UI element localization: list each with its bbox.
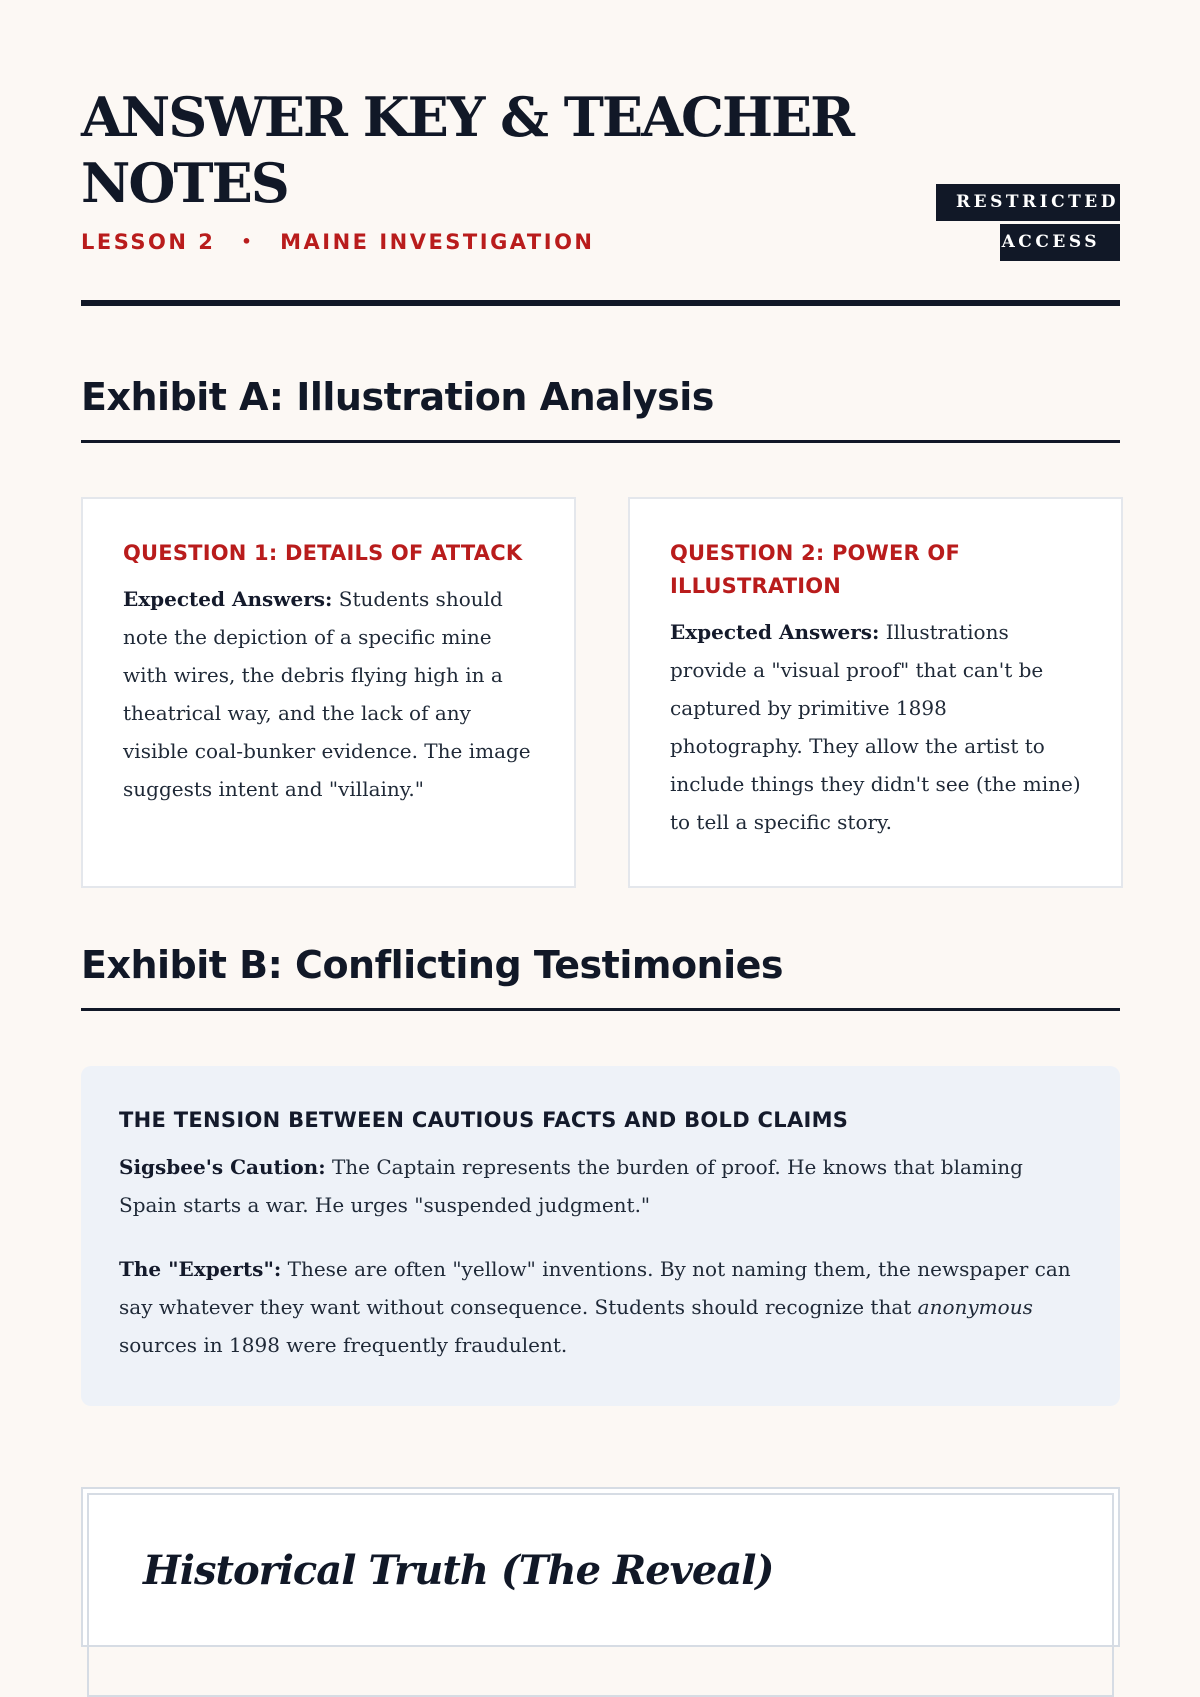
question-2-heading: QUESTION 2: POWER OF ILLUSTRATION [670,541,961,598]
exhibit-a-divider [81,440,1120,443]
lesson-subtitle [81,230,595,254]
experts-paragraph [119,1250,1082,1364]
question-1-answer [123,580,534,808]
restricted-access-badge [936,184,1120,261]
testimony-note-box [81,1066,1120,1406]
badge-line-1: RESTRICTED [936,184,1120,221]
exhibit-b-divider [81,1008,1120,1011]
separator-dot: • [241,232,255,251]
question-1-answer-label: Expected Answers: [123,587,333,611]
historical-truth-box [81,1487,1120,1647]
question-2-answer-text: Illustrations provide a "visual proof" that can't be captured by primitive 1898 photography. They allow the artist to include things they didn't see (the mine) to tell a specific story. [670,620,1081,834]
question-2-answer [670,613,1081,841]
lesson-label: LESSON 2 [81,230,216,254]
experts-text-a: These are often "yellow" inventions. By not naming them, the newspaper can say whatever they want without consequence. Students should recognize that [119,1257,1071,1319]
experts-emphasis: anonymous [917,1295,1033,1319]
question-1-heading: QUESTION 1: DETAILS OF ATTACK [123,541,523,565]
exhibit-a-title: Exhibit A: Illustration Analysis [81,375,714,419]
sigsbee-label: Sigsbee's Caution: [119,1155,326,1179]
note-heading: THE TENSION BETWEEN CAUTIOUS FACTS AND BOLD CLAIMS [119,1108,849,1132]
exhibit-b-title: Exhibit B: Conflicting Testimonies [81,943,784,987]
experts-text-b: sources in 1898 were frequently fraudulent. [119,1333,568,1357]
historical-truth-title: Historical Truth (The Reveal) [143,1547,774,1594]
page-title: ANSWER KEY & TEACHER NOTES [81,85,854,215]
question-2-answer-label: Expected Answers: [670,620,880,644]
question-1-card [81,497,576,888]
question-2-card [628,497,1123,888]
sigsbee-paragraph [119,1148,1082,1224]
header-divider [81,300,1120,306]
topic-label: MAINE INVESTIGATION [280,230,595,254]
sigsbee-text: The Captain represents the burden of proof. He knows that blaming Spain starts a war. He urges "suspended judgment." [119,1155,1023,1217]
historical-truth-inner-frame [87,1493,1114,1697]
badge-line-2: ACCESS [1000,224,1120,261]
experts-label: The "Experts": [119,1257,282,1281]
question-1-answer-text: Students should note the depiction of a specific mine with wires, the debris flying high in a theatrical way, and the lack of any visible coal-bunker evidence. The image suggests intent and "villainy." [123,587,531,801]
